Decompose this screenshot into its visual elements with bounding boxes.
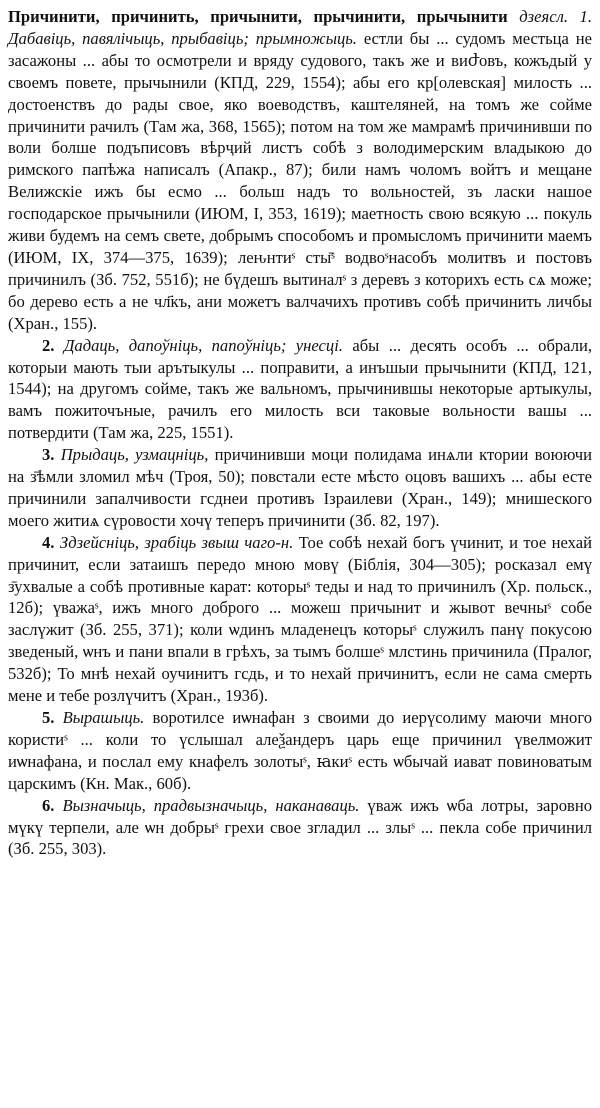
sense-3-text: причинивши моци полидама инѧли ктории воюючи на з̄ѣмли зломил мѣч (Троя, 50); повстали есте мѣсто оцовъ вашихъ ... абы есте причинили запалчивости гсднеи противъ Ізраилеви (Хран., 149); мнишеского моего житиѧ сүровости хочү теперъ причинити (Зб. 82, 197). — [8, 445, 592, 530]
sense-6-text: үваж ижъ ѡба лотры, заровно мүкү терпели, але ѡн добрыˢ грехи свое згладил ... злыˢ ... пекла собе причинил (Зб. 255, 303). — [8, 795, 593, 859]
sense-3-gloss: Прыдаць, узмацніць, — [60, 445, 209, 465]
sense-4-gloss: Здзейсніць, зрабіць звыш чаго-н. — [59, 532, 294, 552]
sense-5-text: воротилсе иѡнафан з своими до иерүсолиму маючи много користиˢ ... коли то үслышал алеѯандеръ царь еще причинил үвелможит иѡнафана, и послал ему кнафелъ золотыˢ, ꙗкиˢ есть ѡбычай иават повиноватым царскимъ (Кн. Мак., 60б). — [8, 708, 593, 793]
sense-2-gloss: Дадаць, дапоўніць, папоўніць; унесці. — [63, 335, 343, 355]
sense-4-number: 4. — [42, 532, 55, 552]
sense-6 — [8, 795, 592, 861]
sense-5 — [8, 707, 592, 795]
sense-3-number: 3. — [42, 445, 55, 465]
sense-6-gloss: Вызначыць, прадвызначыць, наканаваць. — [62, 795, 360, 815]
sense-2-number: 2. — [42, 335, 55, 355]
sense-1-text: естли бы ... судомъ местьца не засажоны ... абы то осмотрели и вряду судового, такъ же и виժовъ, кожъдый у своемъ повете, прычынили (КПД, 229, 1554); абы его кр[олевская] милость ... достоенствъ до рады свое, яко воеводствъ, каштеляней, на томъ же сойме причинити рачилъ (Там жа, 368, 1565); потом на том же мамрамѣ причинивши по воли болше подъписовъ вѣрҷий листъ собѣ з володимерским владыкою до римского папѣжа написалъ (Апакр., 87); били намъ чоломъ войтъ и мещане Велижскіе ижъ бы есмо ... больш надъ то вольностей, зъ ласки нашое господарское прычынили (ИЮМ, I, 353, 1619); маетность свою всякую ... покуль живи будемъ на семъ свете, добрымъ способомъ и промысломъ причинити маемъ (ИЮМ, IX, 374—375, 1639); леԋнтиˢ сты̄ˢ водвоˢнасобъ молитвъ и постовъ причинилъ (Зб. 752, 551б); не бүдешъ вытиналˢ з деревъ з которихъ есть сѧ може; бо дерево есть а не чл҃къ, ани можетъ валчачихъ противъ собѣ причинить личбы (Хран., 155). — [8, 28, 593, 333]
sense-4 — [8, 532, 592, 707]
sense-5-number: 5. — [42, 708, 55, 727]
sense-6-number: 6. — [42, 795, 55, 815]
sense-4-text: Тое собѣ нехай богъ үчинит, и тое нехай причинит, если затаишъ передо мною мовү (Біблія, 304—305); росказал емү з̄ухвалые а собѣ противные карат: которыˢ теды и над то причинилъ (Хр. польск., 12б); үважаˢ, ижъ много доброго ... можеш причынит и жывот вечныˢ собе заслүжит (Зб. 255, 371); коли ѡдинъ младенецъ которыˢ служилъ панү покусою зведеный, ѡнъ и пани впали в грѣхъ, за тымъ болшеˢ млстинь причинила (Пралог, 532б); То мнѣ нехай оучинитъ гсдь, и то нехай причинитъ, если не сама смерть мене и тебе розлүчитъ (Хран., 193б). — [8, 532, 592, 706]
sense-1-gloss: дзеясл. 1. Дабавіць, павялічыць, прыбавіць; прымножыць. — [8, 7, 593, 48]
sense-1 — [8, 6, 592, 335]
sense-2 — [8, 335, 592, 445]
headword: Причинити, причинить, причынити, прычинити, прычынити — [8, 7, 508, 26]
sense-3 — [8, 444, 592, 532]
sense-2-text: абы ... десять особъ ... обрали, которыи мають тыи арътыкулы ... поправити, а инъшыи прычынити (КПД, 121, 1544); на другомъ сойме, такъ же вальномъ, прычинившы некоторые артыкулы, вамъ пожиточъные, рачилъ его милость вси таковые вольности вашы ... потвердити (Там жа, 225, 1551). — [8, 335, 592, 443]
sense-5-gloss: Вырашыць. — [62, 708, 145, 727]
